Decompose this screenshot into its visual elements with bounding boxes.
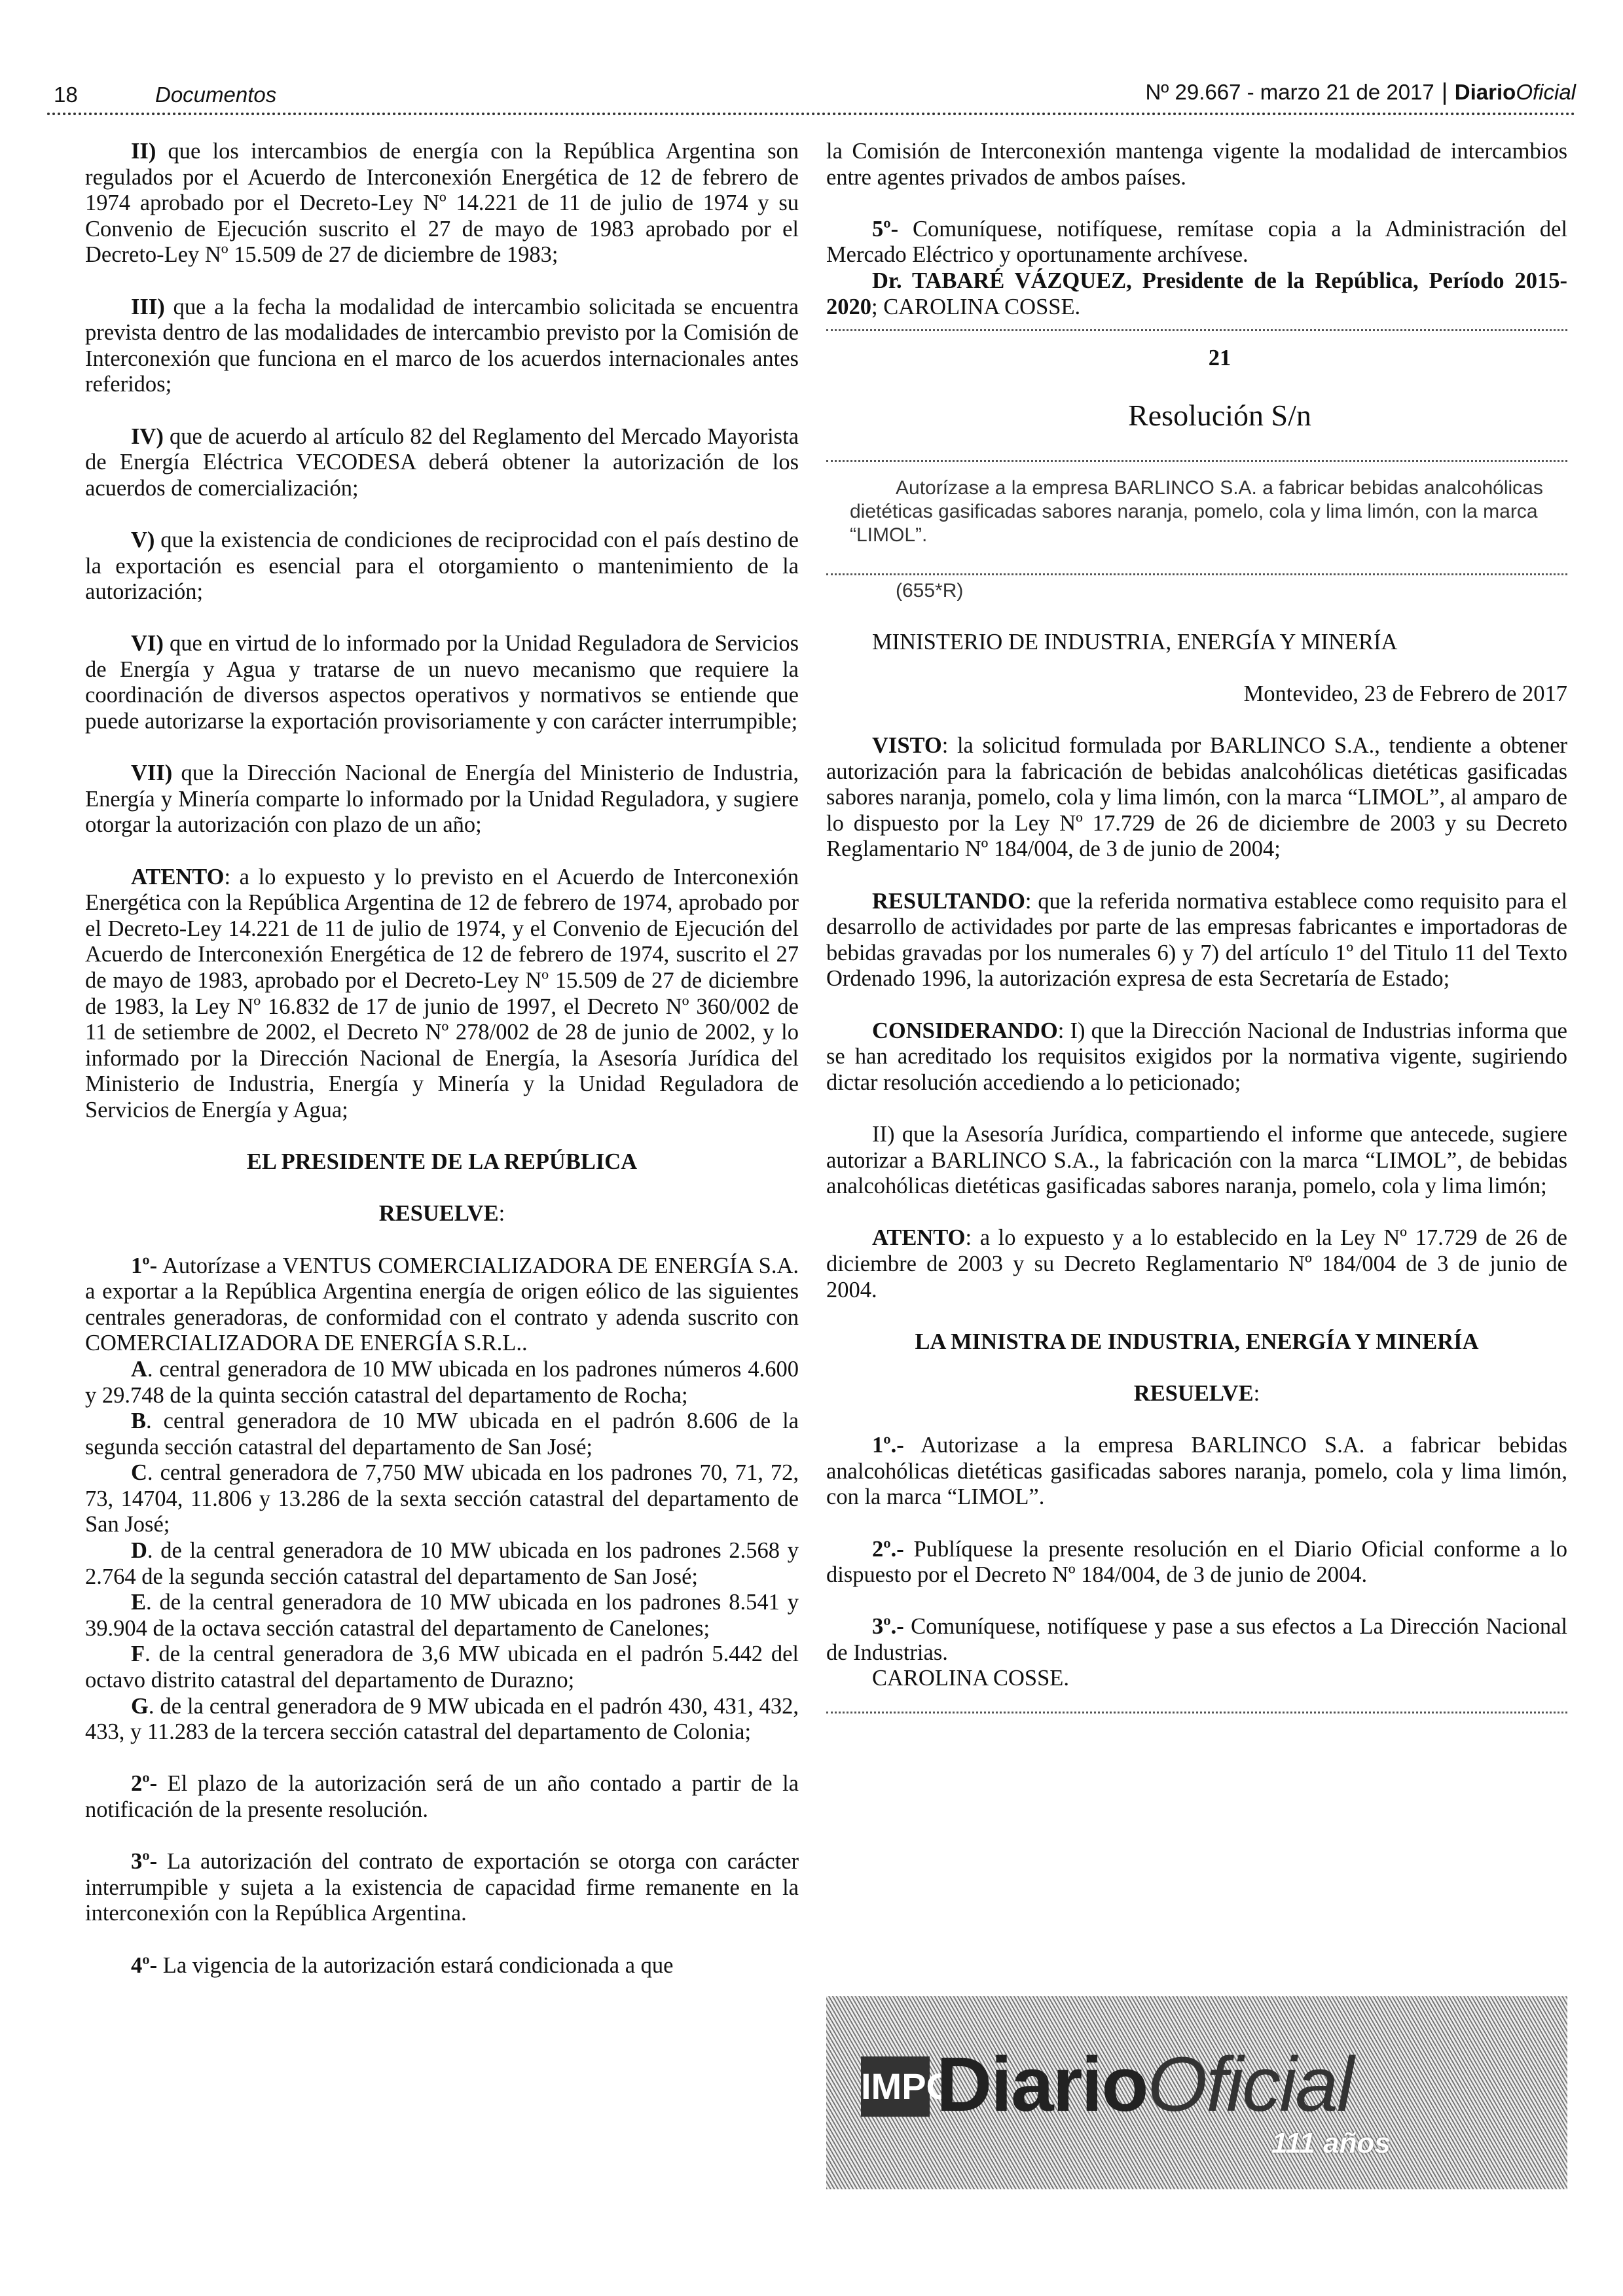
article: 2º.- Publíquese la presente resolución en el Diario Oficial conforme a lo dispuesto por el Decreto Nº 184/004, de 3 de junio de 2004. (826, 1536, 1567, 1588)
impo-logo: IMPO (861, 2056, 930, 2117)
resolution-number: 21 (1208, 346, 1231, 371)
signature: CAROLINA COSSE. (872, 1666, 1069, 1691)
resuelve-heading: RESUELVE: (1133, 1380, 1260, 1406)
issue-info (1145, 80, 1576, 105)
diario-oficial-logo (826, 1996, 1567, 2189)
list-item: D. de la central generadora de 10 MW ubicada en los padrones 2.568 y 2.764 de la segunda sección catastral del departamento de San José; (85, 1538, 799, 1589)
logo-years: 111 años (1271, 2127, 1391, 2159)
divider (826, 1712, 1567, 1713)
paragraph: VI) que en virtud de lo informado por la Unidad Reguladora de Servicios de Energía y Agua y tratarse de un nuevo mecanismo que requiere la coordinación de diversos aspectos operativos y normativos se entiende que puede autorizarse la exportación provisoriamente y con carácter interrumpible; (85, 631, 799, 734)
paragraph: IV) que de acuerdo al artículo 82 del Reglamento del Mercado Mayorista de Energía Eléctrica VECODESA deberá obtener la autorización de los acuerdos de comercialización; (85, 423, 799, 501)
article: 3º.- Comuníquese, notifíquese y pase a sus efectos a La Dirección Nacional de Industrias. (826, 1614, 1567, 1665)
brand-logo: DiarioOficial (1454, 80, 1576, 104)
article: 2º- El plazo de la autorización será de un año contado a partir de la notificación de la presente resolución. (85, 1771, 799, 1822)
article: 4º- La vigencia de la autorización estará condicionada a que (131, 1952, 674, 1978)
paragraph: ATENTO: a lo expuesto y lo previsto en el Acuerdo de Interconexión Energética con la República Argentina de 12 de febrero de 1974, aprobado por el Decreto-Ley 14.221 de 11 de julio de 1974, y el Convenio de Ejecución del Acuerdo de Interconexión Energética de 12 de febrero de 1974, suscrito el 27 de mayo de 1983, aprobado por el Decreto-Ley Nº 15.509 de 27 de diciembre de 1983, la Ley Nº 16.832 de 17 de junio de 1997, el Decreto Nº 360/002 de 11 de setiembre de 2002, el Decreto Nº 278/002 de 28 de junio de 2002, y lo informado por la Dirección Nacional de Energía, la Asesoría Jurídica del Ministerio de Industria, Energía y Minería y la Unidad Reguladora de Servicios de Energía y Agua; (85, 864, 799, 1122)
signature: Dr. TABARÉ VÁZQUEZ, Presidente de la República, Período 2015-2020; CAROLINA COSSE. (826, 268, 1567, 319)
section-name: Documentos (155, 82, 277, 107)
article: 3º- La autorización del contrato de exportación se otorga con carácter interrumpible y sujeta a la existencia de capacidad firme remanente en la interconexión con la República Argentina. (85, 1849, 799, 1926)
left-column (85, 139, 799, 2005)
issue-date: Nº 29.667 - marzo 21 de 2017 (1145, 80, 1434, 104)
list-item: B. central generadora de 10 MW ubicada en el padrón 8.606 de la segunda sección catastral del departamento de San José; (85, 1408, 799, 1460)
list-item: A. central generadora de 10 MW ubicada en los padrones números 4.600 y 29.748 de la quinta sección catastral del departamento de Rocha; (85, 1356, 799, 1408)
list-item: C. central generadora de 7,750 MW ubicada en los padrones 70, 71, 72, 73, 14704, 11.806 y 13.286 de la sexta sección catastral del departamento de San José; (85, 1460, 799, 1537)
article: 1º.- Autorizase a la empresa BARLINCO S.A. a fabricar bebidas analcohólicas dietéticas gasificadas sabores naranja, pomelo, cola y lima limón, con la marca “LIMOL”. (826, 1433, 1567, 1510)
article: 1º- Autorízase a VENTUS COMERCIALIZADORA DE ENERGÍA S.A. a exportar a la República Argentina energía de origen eólico de las siguientes centrales generadoras, de conformidad con el contrato y adenda suscrito con COMERCIALIZADORA DE ENERGÍA S.R.L.. (85, 1253, 799, 1356)
place-date: Montevideo, 23 de Febrero de 2017 (1243, 681, 1567, 706)
list-item: E. de la central generadora de 10 MW ubicada en los padrones 8.541 y 39.904 de la octava sección catastral del departamento de Canelones; (85, 1590, 799, 1641)
resuelve-heading: RESUELVE: (378, 1201, 505, 1227)
resolution-summary: Autorízase a la empresa BARLINCO S.A. a fabricar bebidas analcohólicas dietéticas gasificadas sabores naranja, pomelo, cola y lima limón, con la marca “LIMOL”. (850, 476, 1543, 546)
list-item: F. de la central generadora de 3,6 MW ubicada en el padrón 5.442 del octavo distrito catastral del departamento de Durazno; (85, 1641, 799, 1693)
paragraph: ATENTO: a lo expuesto y a lo establecido en la Ley Nº 17.729 de 26 de diciembre de 2003 y su Decreto Reglamentario Nº 184/004 de 3 de junio de 2004. (826, 1225, 1567, 1302)
ministry: MINISTERIO DE INDUSTRIA, ENERGÍA Y MINERÍA (872, 629, 1398, 655)
paragraph: RESULTANDO: que la referida normativa establece como requisito para el desarrollo de actividades por parte de las empresas fabricantes e importadoras de bebidas gravadas por los numerales 6) y 7) del artículo 1º del Titulo 11 del Texto Ordenado 1996, la autorización expresa de esta Secretaría de Estado; (826, 888, 1567, 992)
divider (1444, 82, 1446, 105)
header-rule (47, 113, 1576, 115)
resolution-code: (655*R) (896, 579, 964, 601)
paragraph: II) que la Asesoría Jurídica, compartiendo el informe que antecede, sugiere autorizar a BARLINCO S.A., la fabricación con la marca “LIMOL”, de bebidas analcohólicas dietéticas gasificadas sabores naranja, pomelo, cola y lima limón; (826, 1122, 1567, 1199)
paragraph: III) que a la fecha la modalidad de intercambio solicitada se encuentra prevista dentro de las modalidades de intercambio previsto por la Comisión de Interconexión que funciona en el marco de los acuerdos internacionales antes referidos; (85, 294, 799, 397)
divider (826, 329, 1567, 331)
section-heading: LA MINISTRA DE INDUSTRIA, ENERGÍA Y MINERÍA (915, 1329, 1479, 1354)
paragraph: CONSIDERANDO: I) que la Dirección Nacional de Industrias informa que se han acreditado los requisitos exigidos por la normativa vigente, sugiriendo dictar resolución accediendo a lo peticionado; (826, 1018, 1567, 1095)
divider (826, 573, 1567, 575)
logo-wordmark: DiarioOficial (936, 2041, 1353, 2128)
section-heading: EL PRESIDENTE DE LA REPÚBLICA (246, 1149, 638, 1175)
right-column (826, 139, 1567, 1728)
resolution-title: Resolución S/n (1128, 399, 1311, 433)
divider (826, 460, 1567, 462)
paragraph: la Comisión de Interconexión mantenga vigente la modalidad de intercambios entre agentes privados de ambos países. (826, 139, 1567, 190)
page-number: 18 (54, 82, 78, 107)
list-item: G. de la central generadora de 9 MW ubicada en el padrón 430, 431, 432, 433, y 11.283 de la tercera sección catastral del departamento de Colonia; (85, 1693, 799, 1745)
paragraph: V) que la existencia de condiciones de reciprocidad con el país destino de la exportación es esencial para el otorgamiento o mantenimiento de la autorización; (85, 527, 799, 605)
article: 5º- Comuníquese, notifíquese, remítase copia a la Administración del Mercado Eléctrico y oportunamente archívese. (826, 216, 1567, 268)
page-header (47, 77, 1576, 114)
paragraph: VISTO: la solicitud formulada por BARLINCO S.A., tendiente a obtener autorización para la fabricación de bebidas analcohólicas dietéticas gasificadas sabores naranja, pomelo, cola y lima limón, con la marca “LIMOL”, al amparo de lo dispuesto por la Ley Nº 17.729 de 26 de diciembre de 2003 y su Decreto Reglamentario Nº 184/004, de 3 de junio de 2004; (826, 733, 1567, 862)
paragraph: II) que los intercambios de energía con la República Argentina son regulados por el Acuerdo de Interconexión Energética de 12 de febrero de 1974 aprobado por el Decreto-Ley Nº 14.221 de 11 de julio de 1974 y su Convenio de Ejecución suscrito el 27 de mayo de 1983 aprobado por el Decreto-Ley Nº 15.509 de 27 de diciembre de 1983; (85, 139, 799, 268)
paragraph: VII) que la Dirección Nacional de Energía del Ministerio de Industria, Energía y Minería comparte lo informado por la Unidad Reguladora, y sugiere otorgar la autorización con plazo de un año; (85, 761, 799, 838)
